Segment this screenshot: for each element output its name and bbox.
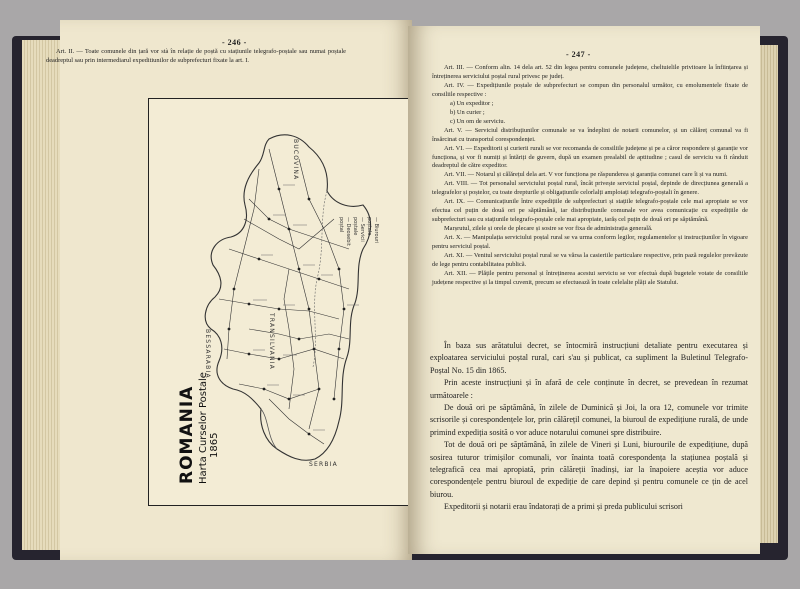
map-title-block	[177, 372, 220, 484]
region-bessarabia: BESSARABIA	[204, 329, 211, 379]
region-transilvania: TRANSILVANIA	[268, 313, 275, 371]
left-page-edges	[22, 40, 62, 550]
article-7: Art. VII. — Notarul și călărețul dela art. V vor funcționa pe răspunderea și garanția comunei care îi și va numi.	[444, 171, 728, 179]
article-8: Art. VIII. — Tot personalul serviciului poștal rural, încât privește serviciul poștal, depinde de direcțiunea generală a telegrafelor și poștelor, cu toate drepturile și obligațiunile celorlalți amploiați telegrafo-poștali în genere.	[432, 180, 748, 197]
romania-outline	[205, 135, 370, 460]
danube-river	[261, 409, 277, 449]
region-bucovina: BUCOVINA	[292, 139, 299, 181]
map-title: ROMANIA	[177, 385, 197, 484]
map-legend	[337, 217, 379, 247]
left-page-number: - 246 -	[222, 38, 247, 47]
article-5: Art. V. — Serviciul distribuțiunilor comunale se va îndeplini de notarii comunelor, și un călăreț comunal va fi însărcinat cu transportul corespondenței.	[432, 126, 748, 143]
left-page-text	[46, 48, 346, 65]
article-11: Art. XI. — Venitul serviciului poștal rural se va vărsa la casieriile particulare respective, prin pază regulelor prevăzute de lege pentru contabilitatea publică.	[432, 252, 748, 268]
article-2: Art. II. — Toate comunele din țară vor stà în relație de poștă cu stațiunile telegrafo-poștale sau numai poștale deadreptul sau prin intermediarul expeditiunilor de subprefecturi fixate la art. I.	[46, 48, 346, 64]
article-12: Art. XII. — Plățile pentru personal și întreținerea acestui serviciu se vor efectuà după bugetele votate de consiliile județene respective și la timpul cuvenit, precum se efectuează în toate celelalte plăți ale Statului.	[432, 269, 748, 286]
postal-routes-map	[148, 98, 410, 506]
legend-item: — Servicii poștale	[352, 217, 365, 242]
article-9-note: Marșrutul, zilele și orele de plecare și sosire se vor fixa de administrația generală.	[444, 225, 653, 233]
article-4-item-c: c) Un om de serviciu.	[450, 117, 506, 125]
right-page-number: - 247 -	[566, 50, 591, 59]
legend-item: — Biurouri poștale	[366, 217, 379, 244]
body-paragraph: Tot de două ori pe săptămână, în zilele de Vineri și Luni, biurourile de expedițiune, după sosirea tuturor trimișilor comunali, vor înainta toată corespondența la stațiunea poștală și telegrafică cea mai apropiată, prin călăreții înadinși, iar la înapoiere aceștia vor aduce corespondențele pentru biuroul de expediție de care depind și pentru comunele ce țin de acel biurou.	[430, 440, 748, 499]
postal-routes	[219, 149, 349, 444]
legend-item: — Deosebit poștal	[338, 217, 351, 246]
article-4-item-a: a) Un expeditor ;	[450, 99, 494, 107]
right-page-body	[430, 340, 748, 514]
body-paragraph: În baza sus arătatului decret, se întocmiră instrucțiuni detaliate pentru executarea și exploatarea serviciului poștal rural, cari s'au și publicat, ca supliment la Buletinul Telegrafo-Poștal No. 15 din 1865.	[430, 341, 748, 375]
article-9: Art. IX. — Comunicațiunile între expedițiile de subprefecturi și stațiile telegrafo-poștale cele mai apropiate se vor efectua cel puțin de două ori pe săptămână, iar distribuțiunile comunale vor avea comunicație cu expedițiile de subprefecturi sau cu stațiunile telegrafo-poștale cele mai apropiate, iarăș cel puțin de două ori pe săptămână.	[432, 198, 748, 224]
map-year: 1865	[209, 432, 220, 458]
article-6: Art. VI. — Expeditorii și curierii rurali se vor recomanda de consiliile județene și pe a căror respondere și garanție vor funcționa, și vor fi numiți și întăriți de guvern, după un examen prealabil de aptitudine ; casul de serviciu va fi rânduit deadreptul de către expeditor.	[432, 144, 748, 170]
article-4-item-b: b) Un curier ;	[450, 108, 485, 116]
map-subtitle: Harta Curselor Postale	[198, 372, 209, 484]
right-page-articles	[432, 64, 748, 288]
body-paragraph: Expeditorii și notarii erau îndatorați de a primi și preda publicului scrisori	[444, 502, 683, 512]
article-3: Art. III. — Conform alin. 14 dela art. 52 din legea pentru comunele județene, cheltuielile privitoare la înființarea și întreținerea serviciului poștal rural privesc pe județ.	[432, 64, 748, 80]
body-paragraph: De două ori pe săptămână, în zilele de Duminică și Joi, la ora 12, comunele vor trimite scrisorile și corespondențele lor, prin călărețil comunei, la biuroul de expedițiune rurală, de unde primind expediția sosită o vor aduce notarului comunei spre distribuire.	[430, 403, 748, 437]
article-4: Art. IV. — Expedițiunile poștale de subprefecturi se compun din personalul următor, cu emolumentele fixate de consiliile respective :	[432, 81, 748, 98]
article-10: Art. X. — Manipulația serviciului poștal rural se va urma conform legilor, regulamentelor și instrucțiunilor în vigoare pentru serviciul poștal.	[432, 234, 748, 251]
body-paragraph: Prin aceste instrucțiuni și în afară de cele conținute în decret, se prevedean în rezumat următoarele :	[430, 378, 748, 400]
region-serbia: SERBIA	[309, 461, 338, 468]
